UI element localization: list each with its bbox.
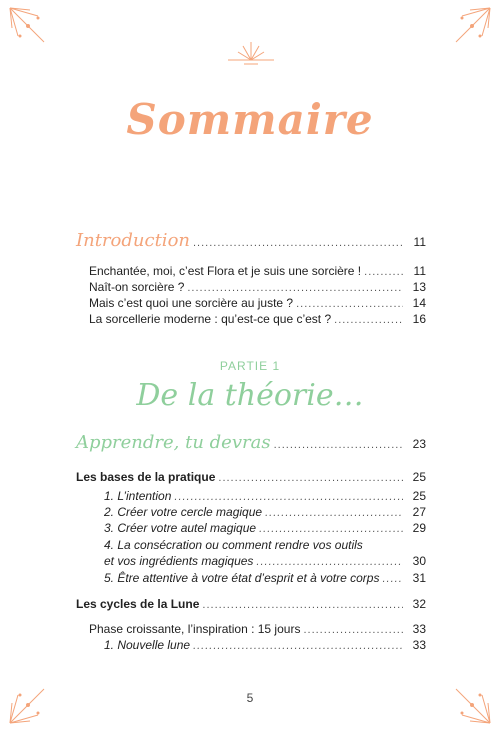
leader-dots	[218, 472, 403, 484]
sunburst-corner-icon	[8, 6, 48, 46]
toc-entry-page: 31	[412, 571, 426, 585]
toc-entry-label: La sorcellerie moderne : qu’est-ce que c’est ?	[89, 312, 332, 326]
toc-entry[interactable]	[89, 280, 426, 294]
leader-dots	[303, 624, 403, 636]
toc-entry[interactable]	[104, 521, 426, 535]
toc-entry-label: Les cycles de la Lune	[76, 597, 200, 611]
toc-entry-page: 14	[412, 296, 426, 310]
leader-dots	[382, 573, 403, 585]
page-title: Sommaire	[126, 95, 374, 144]
toc-entry-label: 1. Nouvelle lune	[104, 638, 191, 652]
sunburst-icon	[226, 40, 276, 66]
toc-entry-page: 13	[412, 280, 426, 294]
toc-entry-label: 3. Créer votre autel magique	[104, 521, 257, 535]
toc-entry-section[interactable]	[76, 470, 426, 484]
leader-dots	[274, 439, 403, 451]
toc-entry-label: 2. Créer votre cercle magique	[104, 505, 263, 519]
toc-entry[interactable]	[89, 296, 426, 310]
toc-entry-apprendre[interactable]	[76, 432, 426, 453]
toc-entry[interactable]	[104, 489, 426, 503]
part-title: De la théorie…	[136, 378, 364, 413]
toc-entry-line1[interactable]	[104, 538, 426, 552]
leader-dots	[187, 282, 403, 294]
part-label: PARTIE 1	[219, 359, 281, 373]
toc-entry-page: 11	[413, 235, 426, 249]
toc-entry-label: Introduction	[76, 230, 190, 251]
toc-entry-page: 29	[412, 521, 426, 535]
toc-entry[interactable]	[89, 264, 426, 278]
toc-entry[interactable]	[104, 638, 426, 652]
toc-entry-label: Phase croissante, l’inspiration : 15 jours	[89, 622, 301, 636]
toc-entry-label: Enchantée, moi, c’est Flora et je suis une sorcière !	[89, 264, 362, 278]
leader-dots	[265, 507, 403, 519]
page-number: 5	[246, 691, 254, 705]
toc-entry-label: 1. L’intention	[104, 489, 172, 503]
toc-entry-label: 4. La consécration ou comment rendre vos outils	[104, 538, 363, 552]
leader-dots	[174, 491, 403, 503]
leader-dots	[334, 314, 403, 326]
toc-entry[interactable]	[104, 554, 426, 568]
leader-dots	[193, 237, 403, 249]
toc-entry-label: Apprendre, tu devras	[76, 432, 271, 453]
toc-entry-page: 32	[412, 597, 426, 611]
toc-entry[interactable]	[89, 312, 426, 326]
leader-dots	[364, 266, 403, 278]
leader-dots	[256, 556, 403, 568]
toc-entry-page: 11	[413, 264, 426, 278]
toc-entry-page: 16	[412, 312, 426, 326]
leader-dots	[259, 523, 403, 535]
toc-entry-section[interactable]	[76, 597, 426, 611]
toc-entry-page: 33	[412, 622, 426, 636]
leader-dots	[202, 599, 403, 611]
toc-entry-page: 25	[412, 489, 426, 503]
sunburst-corner-icon	[452, 6, 492, 46]
toc-entry-page: 27	[412, 505, 426, 519]
leader-dots	[193, 640, 403, 652]
toc-entry-label-cont: et vos ingrédients magiques	[104, 554, 254, 568]
toc-entry-page: 30	[412, 554, 426, 568]
toc-entry-introduction[interactable]	[76, 230, 426, 251]
leader-dots	[296, 298, 403, 310]
toc-entry[interactable]	[89, 622, 426, 636]
toc-entry-label: Mais c’est quoi une sorcière au juste ?	[89, 296, 294, 310]
toc-entry-label: 5. Être attentive à votre état d’esprit et à votre corps	[104, 571, 380, 585]
toc-entry-label: Naît-on sorcière ?	[89, 280, 185, 294]
toc-entry-page: 25	[412, 470, 426, 484]
toc-entry-page: 33	[412, 638, 426, 652]
toc-entry-page: 23	[412, 437, 426, 451]
toc-entry[interactable]	[104, 571, 426, 585]
toc-entry-label: Les bases de la pratique	[76, 470, 216, 484]
toc-entry[interactable]	[104, 505, 426, 519]
